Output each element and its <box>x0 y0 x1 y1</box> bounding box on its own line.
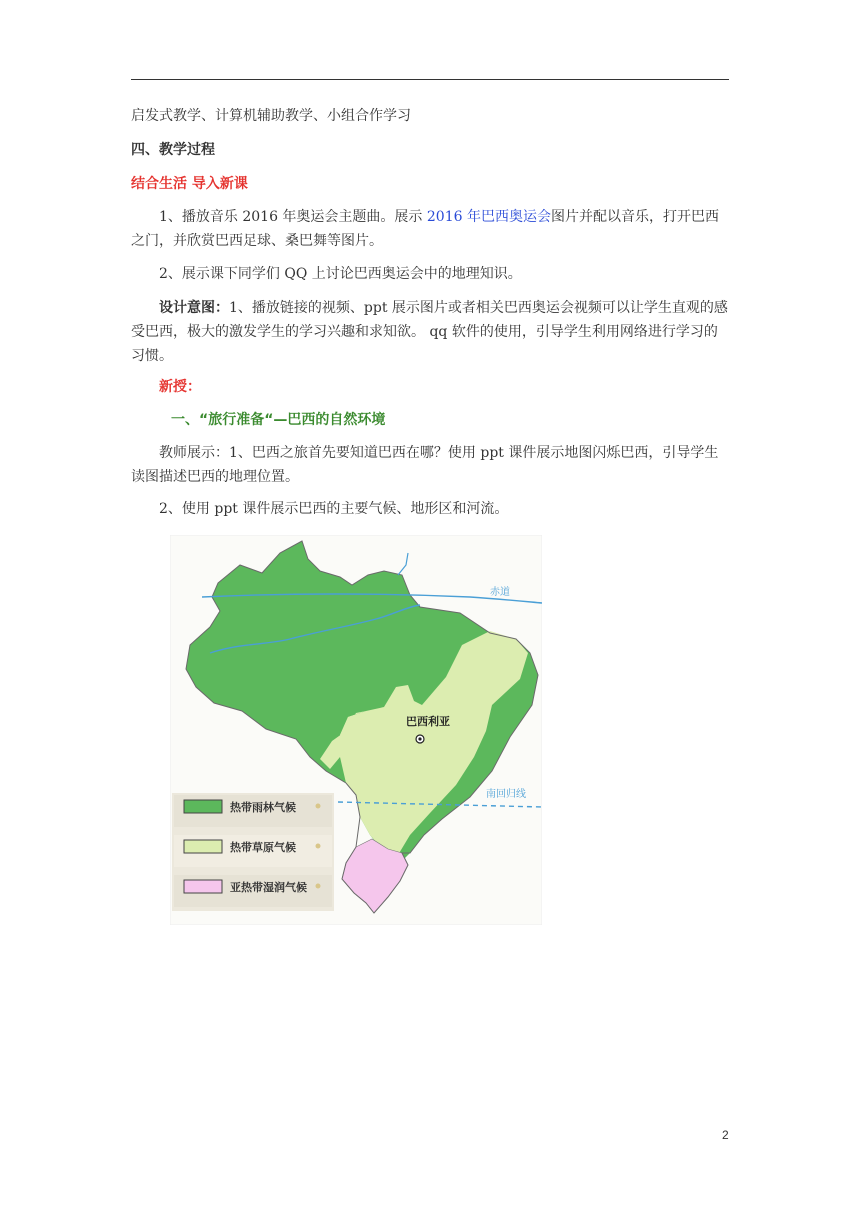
paragraph-1 <box>131 205 729 253</box>
paragraph-2: 2、展示课下同学们 QQ 上讨论巴西奥运会中的地理知识。 <box>159 266 522 282</box>
brazil-climate-map <box>170 535 542 925</box>
design-intent-text: 1、播放链接的视频、ppt 展示图片或者相关巴西奥运会视频可以让学生直观的感受巴西，极大的激发学生的学习兴趣和求知欲。 qq 软件的使用，引导学生利用网络进行学习的习惯。 <box>131 300 728 364</box>
paragraph-4: 2、使用 ppt 课件展示巴西的主要气候、地形区和河流。 <box>159 501 509 517</box>
paragraph-design-intent <box>131 296 729 368</box>
legend-swatch-rainforest <box>184 800 222 813</box>
subheading-intro: 结合生活 导入新课 <box>131 176 248 192</box>
subheading-new-lesson: 新授： <box>159 379 201 395</box>
legend-label-subtropical: 亚热带湿润气候 <box>230 881 307 894</box>
capital-label: 巴西利亚 <box>406 715 450 728</box>
equator-label: 赤道 <box>490 587 510 598</box>
legend-swatch-subtropical <box>184 880 222 893</box>
p1-text-after: 图片并配以音乐，打开巴西之门，并欣赏巴西足球、桑巴舞等图片。 <box>131 209 719 249</box>
teaching-methods-line: 启发式教学、计算机辅助教学、小组合作学习 <box>131 108 411 124</box>
paragraph-3: 教师展示：1、巴西之旅首先要知道巴西在哪？使用 ppt 课件展示地图闪烁巴西，引导学生读图描述巴西的地理位置。 <box>131 445 719 485</box>
design-intent-label: 设计意图： <box>159 300 229 316</box>
page-number: 2 <box>722 1128 729 1142</box>
legend-label-savanna: 热带草原气候 <box>230 841 296 854</box>
section-heading-teaching-process: 四、教学过程 <box>131 142 215 158</box>
subheading-travel-preparation: 一、“旅行准备“—巴西的自然环境 <box>171 412 386 428</box>
header-rule <box>131 79 729 80</box>
legend-swatch-savanna <box>184 840 222 853</box>
olympics-link[interactable]: 2016 年巴西奥运会 <box>426 209 551 225</box>
legend-label-rainforest: 热带雨林气候 <box>230 801 296 814</box>
p1-text-before: 1、播放音乐 2016 年奥运会主题曲。展示 <box>159 209 427 225</box>
tropic-label: 南回归线 <box>486 789 526 800</box>
